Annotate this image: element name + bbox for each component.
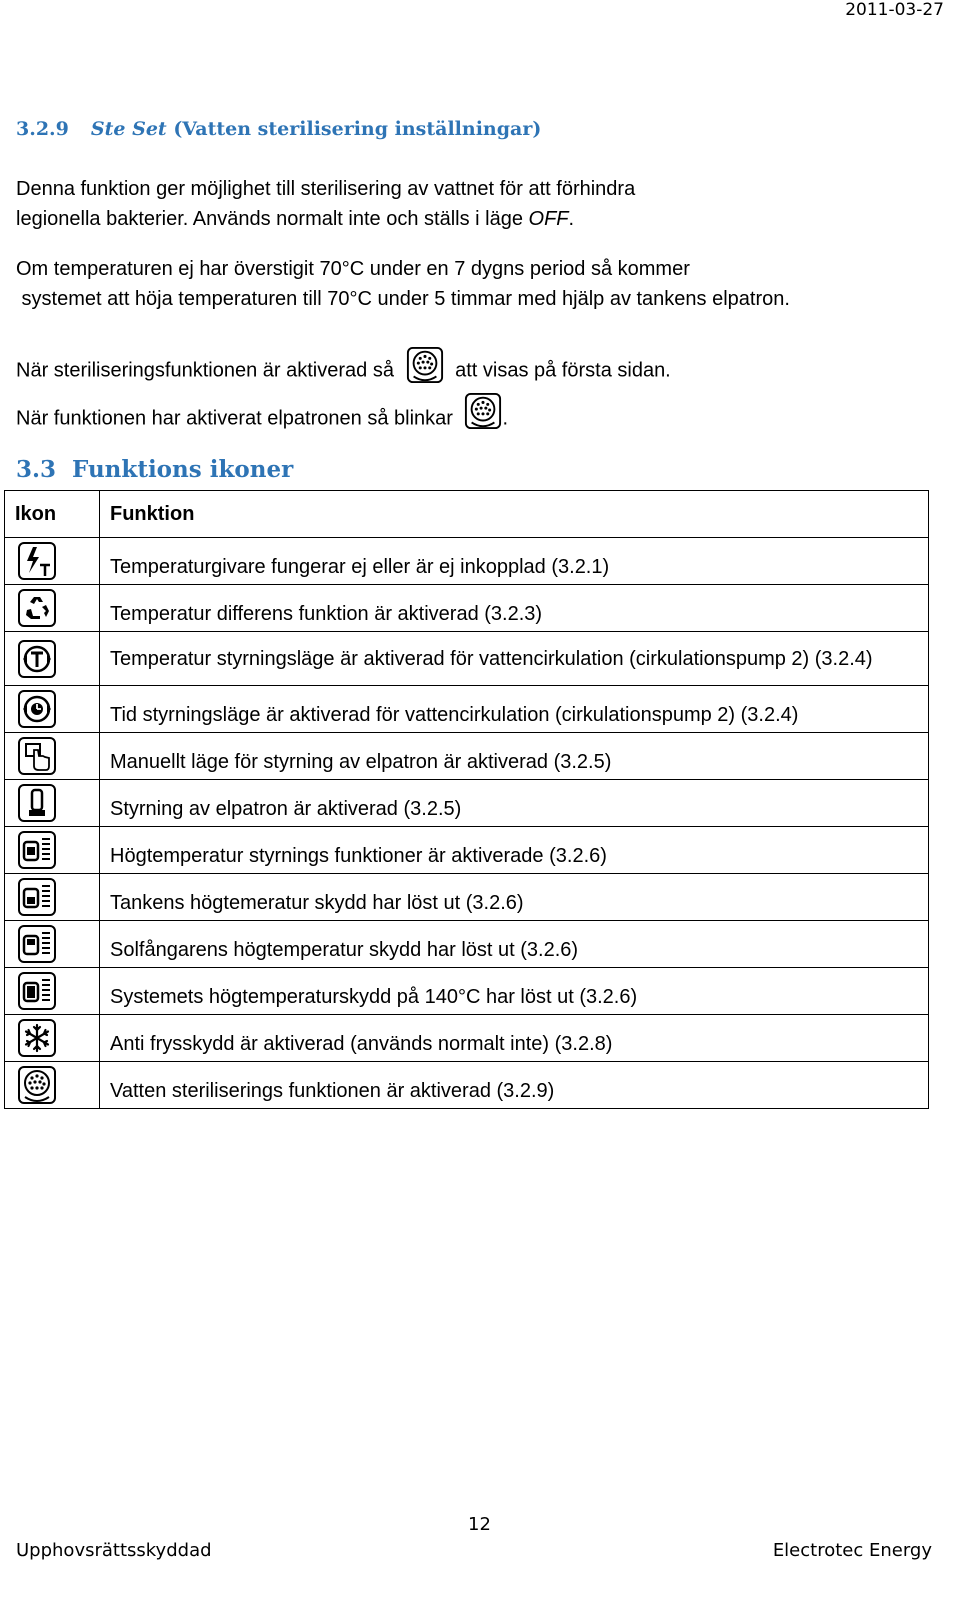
paragraph-line: Denna funktion ger möjlighet till sterilisering av vattnet för att förhindra (16, 178, 636, 200)
table-row (5, 733, 929, 780)
table-row (5, 827, 929, 874)
icon-cell (5, 538, 100, 585)
section-title-rest: (Vatten sterilisering inställningar) (173, 118, 542, 140)
icon-cell (5, 733, 100, 780)
column-header-icon: Ikon (5, 491, 100, 538)
text-span: . (502, 407, 509, 430)
icon-cell (5, 874, 100, 921)
sensor-fault-icon (17, 541, 57, 581)
icon-cell (5, 827, 100, 874)
table-row (5, 1062, 929, 1109)
paragraph-line: Om temperaturen ej har överstigit 70°C under en 7 dygns period så kommer (16, 258, 690, 280)
tank-high-temp-icon (17, 877, 57, 917)
function-text: Temperaturgivare fungerar ej eller är ej inkopplad (3.2.1) (100, 538, 929, 585)
section-title-italic: Ste Set (90, 118, 167, 140)
paragraph-sterilization-blink (16, 400, 508, 438)
column-header-function: Funktion (100, 491, 929, 538)
table-row (5, 968, 929, 1015)
icon-cell (5, 921, 100, 968)
function-text: Anti frysskydd är aktiverad (används normalt inte) (3.2.8) (100, 1015, 929, 1062)
icon-cell (5, 1015, 100, 1062)
paragraph-line (16, 204, 635, 234)
function-text: Högtemperatur styrnings funktioner är aktiverade (3.2.6) (100, 827, 929, 874)
icon-cell (5, 686, 100, 733)
paragraph-intro (16, 174, 635, 234)
text-span: När steriliseringsfunktionen är aktiverad så (16, 359, 394, 382)
table-row (5, 686, 929, 733)
icon-cell (5, 780, 100, 827)
sterilization-icon (464, 392, 502, 430)
section-title: Funktions ikoner (72, 456, 294, 483)
footer-left: Upphovsrättsskyddad (16, 1540, 212, 1561)
text-span: När funktionen har aktiverat elpatronen så blinkar (16, 407, 453, 430)
table-row (5, 874, 929, 921)
collector-high-temp-icon (17, 924, 57, 964)
text-span: . (568, 208, 575, 230)
function-text: Temperatur styrningsläge är aktiverad för vattencirkulation (cirkulationspump 2) (3.2.4) (100, 632, 929, 686)
icon-cell (5, 632, 100, 686)
function-text: Tid styrningsläge är aktiverad för vattencirkulation (cirkulationspump 2) (3.2.4) (100, 686, 929, 733)
section-number: 3.3 (16, 456, 57, 483)
footer-right: Electrotec Energy (772, 1540, 932, 1561)
text-span: att visas på första sidan. (455, 359, 671, 382)
high-temp-icon (17, 830, 57, 870)
snowflake-icon (17, 1018, 57, 1058)
sterilization-icon (406, 346, 444, 384)
manual-hand-icon (17, 736, 57, 776)
icon-cell (5, 585, 100, 632)
text-span: legionella bakterier. Används normalt inte och ställs i läge (16, 208, 529, 230)
table-row (5, 921, 929, 968)
section-number: 3.2.9 (16, 118, 69, 140)
function-text: Styrning av elpatron är aktiverad (3.2.5) (100, 780, 929, 827)
paragraph-line: systemet att höja temperaturen till 70°C under 5 timmar med hjälp av tankens elpatron. (16, 288, 790, 310)
function-text: Vatten steriliserings funktionen är aktiverad (3.2.9) (100, 1062, 929, 1109)
section-heading-33 (16, 456, 293, 483)
off-label: OFF (528, 208, 569, 230)
system-high-temp-icon (17, 971, 57, 1011)
header-date: 2011-03-27 (845, 0, 944, 20)
function-text: Systemets högtemperaturskydd på 140°C har löst ut (3.2.6) (100, 968, 929, 1015)
heater-icon (17, 783, 57, 823)
icon-cell (5, 1062, 100, 1109)
table-row (5, 1015, 929, 1062)
function-text: Temperatur differens funktion är aktiverad (3.2.3) (100, 585, 929, 632)
recycle-icon (17, 588, 57, 628)
sterilization-icon (17, 1065, 57, 1105)
temperature-circulation-icon (17, 639, 57, 679)
table-row (5, 585, 929, 632)
paragraph-temperature (16, 254, 790, 314)
paragraph-sterilization-active (16, 352, 671, 390)
icon-cell (5, 968, 100, 1015)
table-row (5, 632, 929, 686)
function-text: Tankens högtemeratur skydd har löst ut (3.2.6) (100, 874, 929, 921)
function-text: Solfångarens högtemperatur skydd har löst ut (3.2.6) (100, 921, 929, 968)
table-header-row (5, 491, 929, 538)
time-circulation-icon (17, 689, 57, 729)
function-icons-table (4, 490, 929, 1109)
page-number: 12 (468, 1514, 491, 1535)
function-text: Manuellt läge för styrning av elpatron är aktiverad (3.2.5) (100, 733, 929, 780)
table-row (5, 538, 929, 585)
table-row (5, 780, 929, 827)
section-heading-329 (16, 118, 541, 140)
